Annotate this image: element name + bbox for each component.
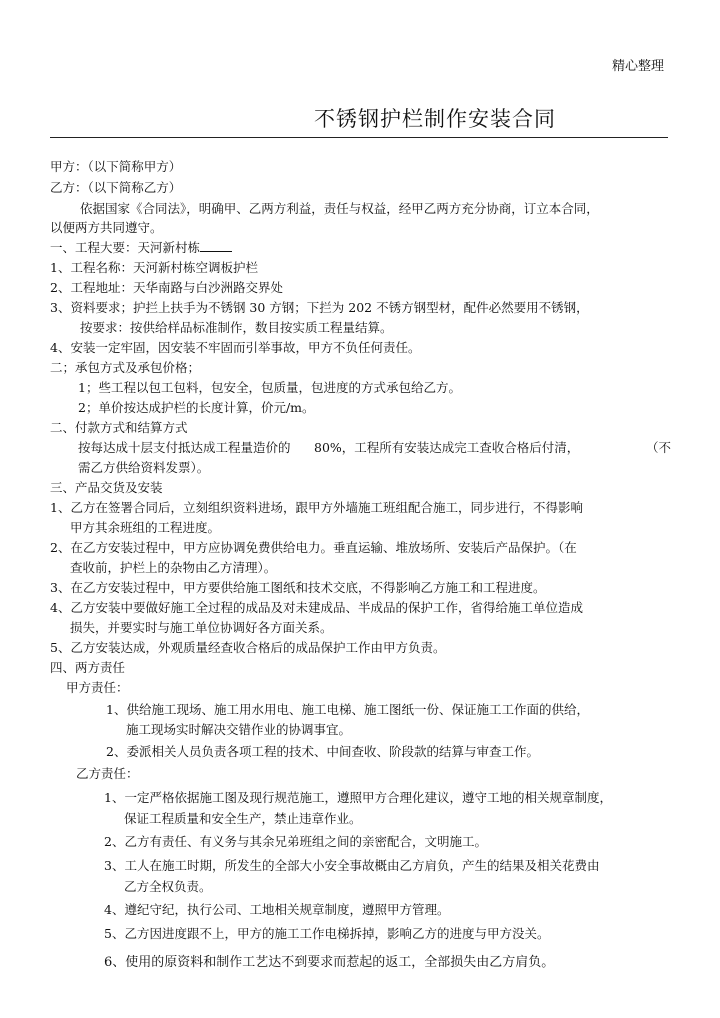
clause-line: 1、一定严格依据施工图及现行规范施工，遵照甲方合理化建议，遵守工地的相关规章制度， [104, 790, 612, 805]
clause-line: 按要求：按供给样品标准制作，数目按实质工程量结算。 [80, 320, 393, 335]
clause-line: 甲方其余班组的工程进度。 [70, 520, 221, 535]
clause-line: （不 [646, 440, 672, 455]
blank-underline [200, 239, 232, 252]
clause-line: 5、乙方安装达成，外观质量经查收合格后的成品保护工作由甲方负责。 [50, 640, 446, 655]
sub-heading: 甲方责任： [66, 680, 129, 695]
clause-line: 2、乙方有责任、有义务与其余兄弟班组之间的亲密配合，文明施工。 [104, 834, 487, 849]
preamble-line: 以便两方共同遵守。 [50, 220, 163, 235]
section-heading [50, 238, 232, 258]
clause-line: 2；单价按达成护栏的长度计算，价元/m。 [78, 400, 315, 415]
section-heading: 二；承包方式及承包价格； [50, 360, 201, 375]
clause-line: 4、乙方安装中要做好施工全过程的成品及对未建成品、半成品的保护工作，省得给施工单位造成 [50, 600, 583, 615]
clause-line: 1；些工程以包工包料，包安全，包质量，包进度的方式承包给乙方。 [78, 380, 461, 395]
clause-line: 损失，并要实时与施工单位协调好各方面关系。 [70, 620, 333, 635]
clause-line: 4、安装一定牢固，因安装不牢固而引举事故，甲方不负任何责任。 [50, 340, 421, 355]
party-b-line: 乙方：（以下简称乙方） [50, 180, 182, 195]
clause-line: 4、遵纪守纪，执行公司、工地相关规章制度，遵照甲方管理。 [104, 902, 450, 917]
clause-line: 2、在乙方安装过程中，甲方应协调免费供给电力。垂直运输、堆放场所、安装后产品保护。（在 [50, 540, 577, 555]
clause-line: 乙方全权负责。 [124, 879, 212, 894]
clause-line: 按每达成十层支付抵达成工程量造价的 [78, 440, 291, 455]
contract-title: 不锈钢护栏制作安装合同 [314, 107, 556, 131]
clause-line: 80%，工程所有安装达成完工查收合格后付清， [314, 440, 580, 455]
clause-line: 1、供给施工现场、施工用水用电、施工电梯、施工图纸一份、保证施工工作面的供给， [106, 702, 589, 717]
clause-line: 保证工程质量和安全生产，禁止违章作业。 [124, 811, 362, 826]
clause-line: 2、委派相关人员负责各项工程的技术、中间查收、阶段款的结算与审查工作。 [106, 744, 539, 759]
sub-heading: 乙方责任： [76, 766, 139, 781]
section-heading: 四、两方责任 [50, 660, 126, 675]
section-heading: 三、产品交货及安装 [50, 480, 163, 495]
clause-line: 1、乙方在签署合同后，立刻组织资料进场，跟甲方外墙施工班组配合施工，同步进行，不得影响 [50, 500, 583, 515]
clause-line: 查收前，护栏上的杂物由乙方清理）。 [70, 560, 277, 575]
clause-line: 3、资料要求；护拦上扶手为不锈钢 30 方钢；下拦为 202 不锈方钢型材，配件必然要用不锈钢， [50, 300, 589, 315]
title-rule [50, 137, 668, 138]
clause-line: 2、工程地址：天华南路与白沙洲路交界处 [50, 280, 283, 295]
clause-line: 1、工程名称：天河新村栋空调板护栏 [50, 260, 258, 275]
section-heading: 二、付款方式和结算方式 [50, 420, 188, 435]
clause-line: 3、在乙方安装过程中，甲方要供给施工图纸和技术交底，不得影响乙方施工和工程进度。 [50, 580, 546, 595]
section-text: 一、工程大要：天河新村栋 [50, 240, 201, 255]
clause-line: 施工现场实时解决交错作业的协调事宜。 [126, 722, 352, 737]
preamble-line: 依据国家《合同法》，明确甲、乙两方利益，责任与权益，经甲乙两方充分协商，订立本合同， [80, 201, 599, 216]
party-a-line: 甲方：（以下简称甲方） [50, 159, 182, 174]
clause-line: 5、乙方因进度跟不上，甲方的施工工作电梯拆掉，影响乙方的进度与甲方没关。 [104, 926, 550, 941]
clause-line: 3、工人在施工时期，所发生的全部大小安全事故概由乙方肩负，产生的结果及相关花费由 [104, 858, 600, 873]
header-note: 精心整理 [611, 59, 664, 74]
clause-line: 需乙方供给资料发票）。 [78, 460, 210, 475]
clause-line: 6、使用的原资料和制作工艺达不到要求而惹起的返工，全部损失由乙方肩负。 [104, 955, 555, 970]
